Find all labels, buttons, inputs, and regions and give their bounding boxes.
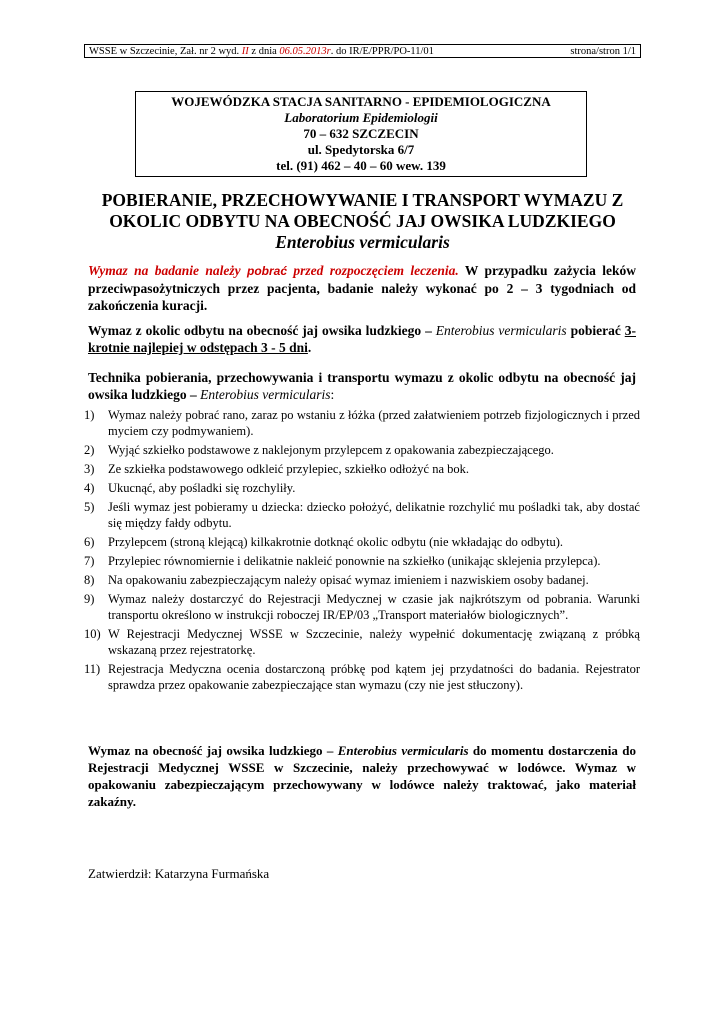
step-text: Przylepcem (stroną klejącą) kilkakrotnie dotknąć okolic odbytu (nie wkładając do odbytu). (108, 535, 564, 549)
laboratory-name: Laboratorium Epidemiologii (284, 110, 438, 125)
approval-signature: Zatwierdził: Katarzyna Furmańska (88, 866, 270, 881)
storage-paragraph: Wymaz na obecność jaj owsika ludzkiego – Enterobius vermicularis do momentu dostarczenia do Rejestracji Medycznej WSSE w Szczecinie, należy przechowywać w lodówce. Wymaz w opakowaniu zabezpieczającym przechowywany w lodówce należy traktować, jako materiał zakaźny. (88, 743, 637, 809)
procedure-step (84, 572, 640, 588)
procedure-step (84, 553, 640, 569)
phone-number: tel. (91) 462 – 40 – 60 wew. 139 (276, 158, 446, 173)
step-number: 10) (84, 627, 101, 641)
step-number: 1) (84, 408, 95, 422)
step-number: 4) (84, 481, 95, 495)
document-header (84, 44, 641, 58)
technique-heading: Technika pobierania, przechowywania i transportu wymazu z okolic odbytu na obecność jaj owsika ludzkiego – Enterobius vermicularis: (88, 370, 636, 402)
step-text: Rejestracja Medyczna ocenia dostarczoną próbkę pod kątem jej przydatności do badania. Rejestrator sprawdza przez opakowanie zabezpieczające stan wymazu (czy nie jest stłuczony). (108, 662, 640, 692)
procedure-step (84, 534, 640, 550)
procedure-step (84, 626, 640, 658)
step-text: Ukucnąć, aby pośladki się rozchyliły. (108, 481, 296, 495)
intro-warning: Wymaz na badanie należy pobrać przed rozpoczęciem leczenia. (88, 263, 459, 278)
procedure-step (84, 661, 640, 693)
procedure-step (84, 499, 640, 531)
step-text: Wyjąć szkiełko podstawowe z naklejonym przylepcem z opakowania zabezpieczającego. (108, 443, 554, 457)
postal-city: 70 – 632 SZCZECIN (303, 126, 419, 141)
procedure-step (84, 480, 640, 496)
header-reference: WSSE w Szczecinie, Zał. nr 2 wyd. II z dnia 06.05.2013r. do IR/E/PPR/PO-11/01 (89, 46, 434, 57)
header-page-number: strona/stron 1/1 (570, 46, 636, 57)
laboratory-address-box (135, 91, 587, 177)
street-address: ul. Spedytorska 6/7 (307, 142, 415, 157)
step-text: Ze szkiełka podstawowego odkleić przylepiec, szkiełko odłożyć na bok. (108, 462, 469, 476)
title-species: Enterobius vermicularis (275, 232, 450, 252)
step-text: Wymaz należy dostarczyć do Rejestracji Medycznej w czasie jak najkrótszym od pobrania. Warunki transportu określono w instrukcji roboczej IR/EP/03 „Transport materiałów biologicznych”. (108, 592, 640, 622)
procedure-step (84, 461, 640, 477)
frequency-paragraph: Wymaz z okolic odbytu na obecność jaj owsika ludzkiego – Enterobius vermicularis pobierać 3-krotnie najlepiej w odstępach 3 - 5 dni. (88, 323, 636, 355)
step-number: 11) (84, 662, 101, 676)
step-text: Wymaz należy pobrać rano, zaraz po wstaniu z łóżka (przed załatwieniem potrzeb fizjologicznych i przed myciem czy podmywaniem). (108, 408, 640, 438)
procedure-steps-list (84, 407, 640, 696)
step-text: Jeśli wymaz jest pobieramy u dziecka: dziecko położyć, delikatnie rozchylić mu pośladki tak, aby dostać się między fałdy odbytu. (108, 500, 640, 530)
step-number: 8) (84, 573, 95, 587)
procedure-step (84, 591, 640, 623)
step-text: Przylepiec równomiernie i delikatnie nakleić ponownie na szkiełko (unikając sklejenia przylepca). (108, 554, 601, 568)
institution-name: WOJEWÓDZKA STACJA SANITARNO - EPIDEMIOLOGICZNA (171, 94, 551, 109)
step-number: 5) (84, 500, 95, 514)
procedure-step (84, 442, 640, 458)
step-number: 6) (84, 535, 95, 549)
step-number: 2) (84, 443, 95, 457)
step-number: 9) (84, 592, 95, 606)
document-title: POBIERANIE, PRZECHOWYWANIE I TRANSPORT WYMAZU Z OKOLIC ODBYTU NA OBECNOŚĆ JAJ OWSIKA LUDZKIEGO Enterobius vermicularis (84, 190, 641, 253)
frequency-highlight: 3-krotnie najlepiej w odstępach 3 - 5 dni (88, 323, 636, 355)
header-edition: II (241, 46, 249, 57)
intro-paragraph: Wymaz na badanie należy pobrać przed rozpoczęciem leczenia. W przypadku zażycia leków przeciwpasożytniczych przez pacjenta, badanie należy wykonać po 2 – 3 tygodniach od zakończenia kuracji. (88, 263, 637, 313)
header-date: 06.05.2013r (279, 46, 331, 57)
step-text: Na opakowaniu zabezpieczającym należy opisać wymaz imieniem i nazwiskiem osoby badanej. (108, 573, 589, 587)
step-number: 3) (84, 462, 95, 476)
step-text: W Rejestracji Medycznej WSSE w Szczecinie, należy wypełnić dokumentację związaną z próbką wskazaną przez rejestratorkę. (108, 627, 640, 657)
procedure-step (84, 407, 640, 439)
step-number: 7) (84, 554, 95, 568)
